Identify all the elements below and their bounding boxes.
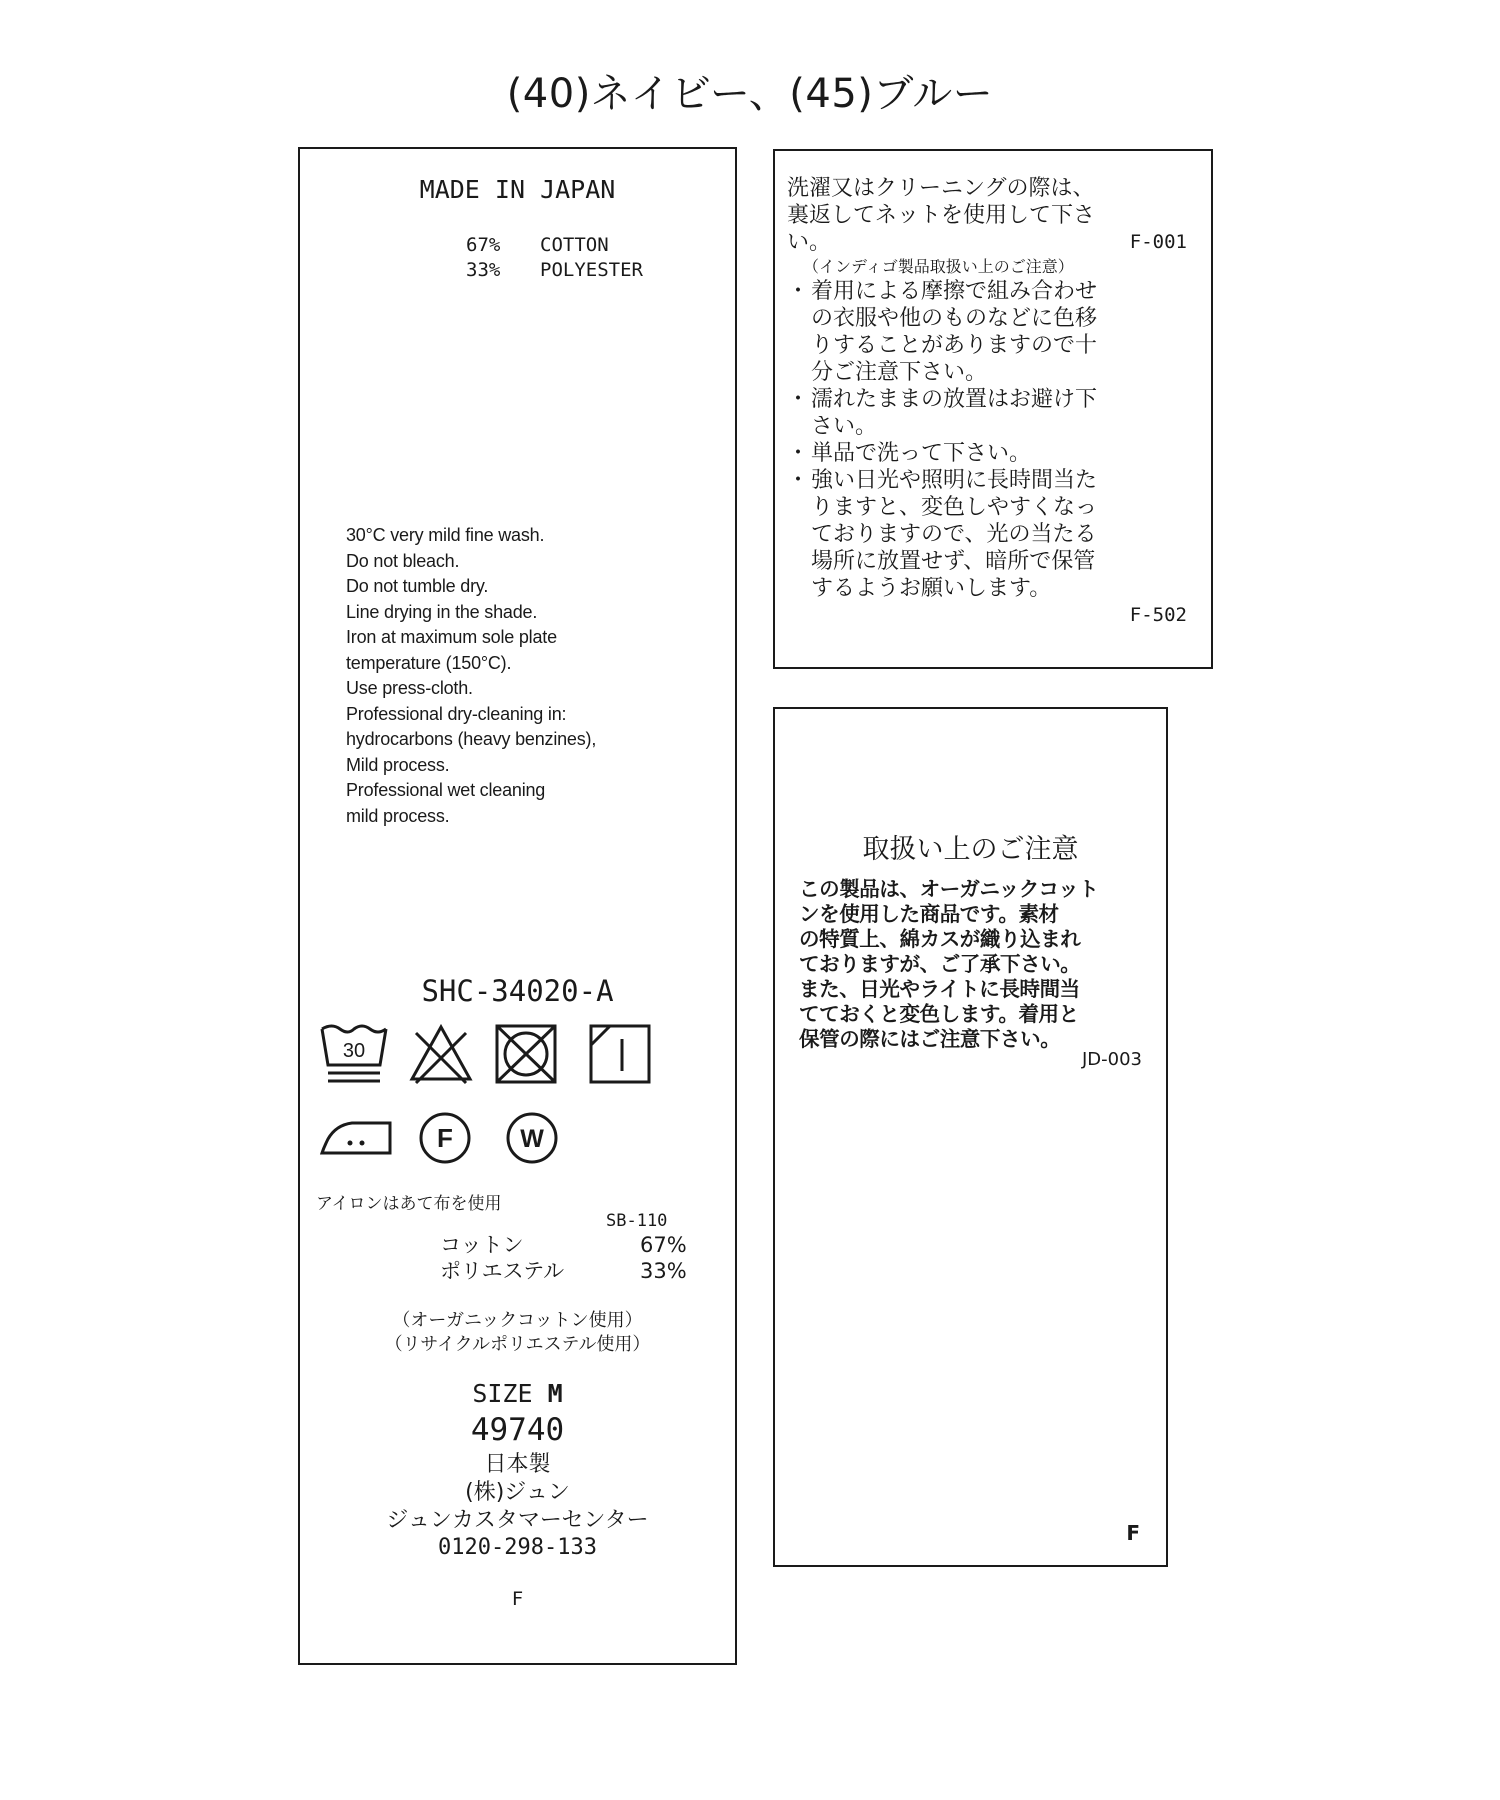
- customer-center-text: ジュンカスタマーセンター: [386, 1508, 649, 1533]
- care-line: Do not bleach.: [346, 550, 460, 571]
- care-line: 30°C very mild fine wash.: [346, 525, 545, 545]
- notice-line: ておりますが、ご了承下さい。: [799, 952, 1081, 976]
- bullet-line: 単品で洗って下さい。: [811, 441, 1032, 466]
- material-notes: [300, 1309, 735, 1357]
- bullet-line: ておりますので、光の当たる: [811, 522, 1097, 547]
- bullet-line: 場所に放置せず、暗所で保管: [811, 549, 1096, 574]
- page-heading: (40)ネイビー、(45)ブルー: [506, 71, 994, 117]
- label-footer: F: [511, 1588, 524, 1610]
- bullet-line: するようお願いします。: [811, 576, 1052, 601]
- fiber-name: POLYESTER: [540, 259, 643, 281]
- care-line: い。: [787, 230, 832, 255]
- notice-line: の特質上、綿カスが織り込まれ: [799, 927, 1081, 951]
- composition-en: [466, 233, 643, 283]
- material-note: （オーガニックコットン使用）: [392, 1310, 643, 1331]
- care-end-code: F-502: [1129, 604, 1187, 626]
- notice-line: この製品は、オーガニックコット: [799, 877, 1099, 901]
- size-line: [300, 1379, 735, 1408]
- wet-clean-letter: W: [520, 1125, 544, 1153]
- made-in-text: MADE IN JAPAN: [419, 175, 616, 204]
- notice-line: また、日光やライトに長時間当: [799, 977, 1080, 1001]
- bullet-mark: ・: [787, 387, 810, 412]
- phone-number: 0120-298-133: [438, 1535, 597, 1560]
- notice-line: 保管の際にはご注意下さい。: [799, 1027, 1061, 1051]
- care-line: Mild process.: [346, 754, 450, 775]
- bullet-line: りますと、変色しやすくなっ: [811, 495, 1098, 520]
- notice-body: [799, 877, 1149, 1052]
- fiber-name: COTTON: [540, 234, 609, 256]
- composition-row: [466, 233, 643, 258]
- no-bleach-icon: [408, 1023, 474, 1085]
- iron-icon: [318, 1117, 394, 1157]
- care-instructions-jp: [787, 175, 1187, 629]
- fiber-name-jp: ポリエステル: [440, 1259, 565, 1283]
- material-note: （リサイクルポリエステル使用）: [384, 1334, 651, 1355]
- maker-info: [300, 1451, 735, 1535]
- fiber-percent: 33%: [466, 259, 501, 281]
- bullet-line: さい。: [811, 414, 878, 439]
- bullet-line: 着用による摩擦で組み合わせ: [811, 279, 1098, 304]
- wet-clean-w-icon: [504, 1110, 560, 1166]
- organic-notice-label: [773, 707, 1168, 1567]
- bullet-mark: ・: [787, 279, 810, 304]
- company-text: (株)ジュン: [465, 1480, 570, 1505]
- notice-code: JD-003: [1081, 1049, 1142, 1070]
- care-code: F-001: [1129, 231, 1187, 253]
- care-line: Professional dry-cleaning in:: [346, 703, 567, 724]
- composition-row: [440, 1232, 687, 1258]
- care-line: Do not tumble dry.: [346, 576, 489, 596]
- composition-jp: [440, 1232, 687, 1284]
- label-code: SB-110: [606, 1211, 668, 1231]
- composition-row: [440, 1258, 687, 1284]
- notice-footer: F: [1126, 1521, 1140, 1545]
- no-tumble-dry-icon: [494, 1023, 558, 1085]
- fiber-name-jp: コットン: [440, 1233, 524, 1257]
- care-line: Iron at maximum sole plate: [346, 627, 557, 647]
- article-number: SHC-34020-A: [421, 974, 614, 1008]
- bullet-line: りすることがありますので十: [811, 333, 1098, 358]
- bullet-line: の衣服や他のものなどに色移: [811, 306, 1098, 331]
- care-line: Line drying in the shade.: [346, 601, 538, 622]
- care-line: 裏返してネットを使用して下さ: [787, 203, 1096, 228]
- line-dry-shade-icon: [588, 1023, 652, 1085]
- wash-30-icon: [318, 1021, 390, 1087]
- care-line-with-code: [787, 229, 1187, 256]
- care-instructions-en: [346, 523, 596, 829]
- bullet-item: [787, 278, 1187, 386]
- indigo-care-label: [773, 149, 1213, 669]
- fiber-percent: 67%: [466, 234, 501, 256]
- care-line: Professional wet cleaning: [346, 780, 546, 800]
- care-line: temperature (150°C).: [346, 652, 512, 673]
- notice-line: ンを使用した商品です。素材: [799, 902, 1059, 926]
- product-number: 49740: [470, 1412, 565, 1448]
- bullet-mark: ・: [787, 468, 810, 493]
- composition-row: [466, 258, 643, 283]
- notice-title: 取扱い上のご注意: [862, 834, 1079, 865]
- care-line: mild process.: [346, 805, 450, 826]
- bullet-line: 分ご注意下さい。: [811, 360, 988, 385]
- origin-text: 日本製: [484, 1452, 551, 1477]
- size-label: SIZE: [472, 1379, 533, 1408]
- bullet-item: [787, 467, 1187, 602]
- notice-line: てておくと変色します。着用と: [799, 1002, 1079, 1026]
- bullet-mark: ・: [787, 441, 810, 466]
- indigo-subtitle: （インディゴ製品取扱い上のご注意）: [803, 257, 1074, 276]
- bullet-line: 強い日光や照明に長時間当た: [811, 468, 1098, 493]
- care-line: hydrocarbons (heavy benzines),: [346, 729, 597, 749]
- iron-note: アイロンはあて布を使用: [316, 1194, 502, 1214]
- bullet-line: 濡れたままの放置はお避け下: [811, 387, 1098, 412]
- care-line: 洗濯又はクリーニングの際は、: [787, 176, 1095, 201]
- wash-temp-text: 30: [342, 1040, 366, 1062]
- fiber-percent: 67%: [640, 1233, 687, 1257]
- size-value: M: [547, 1379, 563, 1408]
- dry-clean-f-icon: [417, 1110, 473, 1166]
- fiber-percent: 33%: [640, 1259, 687, 1283]
- bullet-item: [787, 386, 1187, 440]
- bullet-item: [787, 440, 1187, 467]
- care-line: Use press-cloth.: [346, 678, 473, 698]
- main-care-label: [298, 147, 737, 1665]
- dry-clean-letter: F: [437, 1123, 453, 1153]
